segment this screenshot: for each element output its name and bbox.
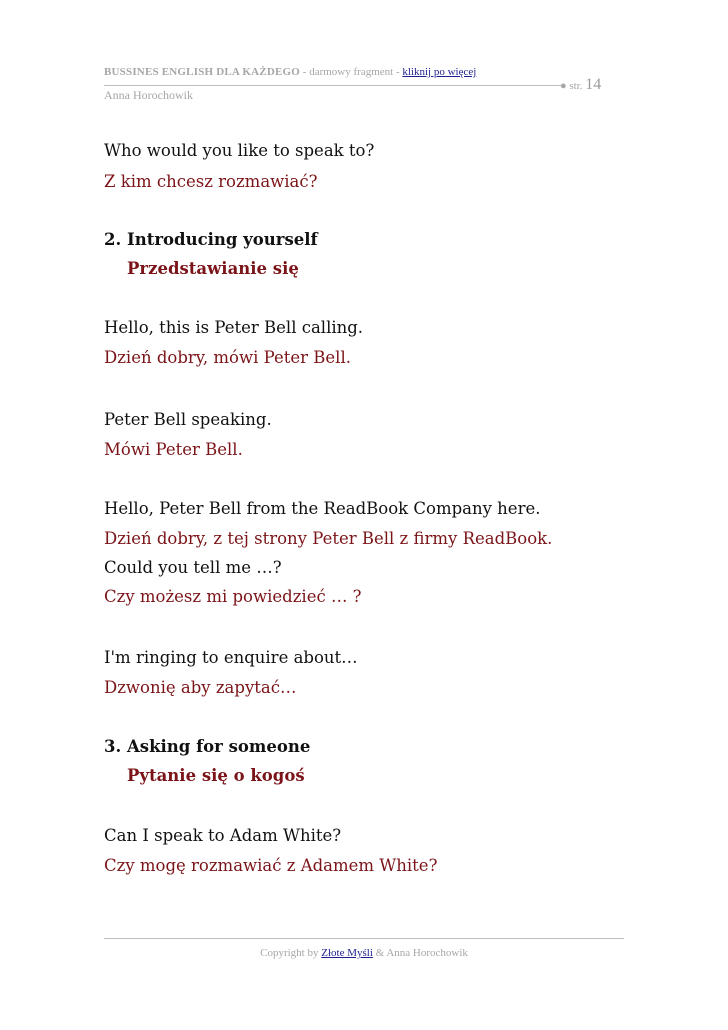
section-title-en: Asking for someone	[127, 737, 311, 756]
fragment-label: darmowy fragment	[309, 66, 394, 78]
section-heading-pl: Pytanie się o kogoś	[127, 766, 305, 785]
section-number: 3.	[104, 737, 122, 756]
more-link[interactable]: kliknij po więcej	[402, 66, 477, 78]
phrase-en: Could you tell me …?	[104, 558, 282, 577]
page-number-indicator	[560, 76, 601, 94]
page-header	[104, 66, 476, 78]
header-separator: -	[300, 66, 310, 78]
phrase-pl: Dzień dobry, mówi Peter Bell.	[104, 348, 351, 367]
phrase-en: Hello, Peter Bell from the ReadBook Company here.	[104, 499, 541, 518]
copyright-prefix: Copyright by	[260, 947, 322, 959]
phrase-pl: Czy możesz mi powiedzieć … ?	[104, 587, 362, 606]
phrase-en: Peter Bell speaking.	[104, 410, 272, 429]
header-author: Anna Horochowik	[104, 88, 193, 102]
section-number: 2.	[104, 230, 122, 249]
section-heading-pl: Przedstawianie się	[127, 259, 299, 278]
phrase-pl: Dzień dobry, z tej strony Peter Bell z firmy ReadBook.	[104, 529, 553, 548]
section-heading-en	[104, 230, 318, 249]
phrase-pl: Mówi Peter Bell.	[104, 440, 243, 459]
page-footer	[0, 947, 728, 959]
footer-divider	[104, 938, 624, 939]
header-separator-2: -	[393, 66, 403, 78]
phrase-pl: Czy mogę rozmawiać z Adamem White?	[104, 856, 438, 875]
phrase-pl: Dzwonię aby zapytać…	[104, 678, 297, 697]
phrase-en: Hello, this is Peter Bell calling.	[104, 318, 364, 337]
section-title-en: Introducing yourself	[127, 230, 318, 249]
phrase-pl: Z kim chcesz rozmawiać?	[104, 172, 318, 191]
section-heading-en	[104, 737, 310, 756]
phrase-en: Who would you like to speak to?	[104, 141, 375, 160]
publisher-link[interactable]: Złote Myśli	[321, 947, 373, 959]
page-prefix: ● str.	[560, 80, 583, 92]
page-number: 14	[585, 76, 602, 93]
copyright-suffix: & Anna Horochowik	[372, 947, 468, 959]
phrase-en: Can I speak to Adam White?	[104, 826, 342, 845]
book-title: BUSSINES ENGLISH DLA KAŻDEGO	[104, 66, 301, 78]
phrase-en: I'm ringing to enquire about…	[104, 648, 358, 667]
header-divider	[104, 85, 562, 86]
